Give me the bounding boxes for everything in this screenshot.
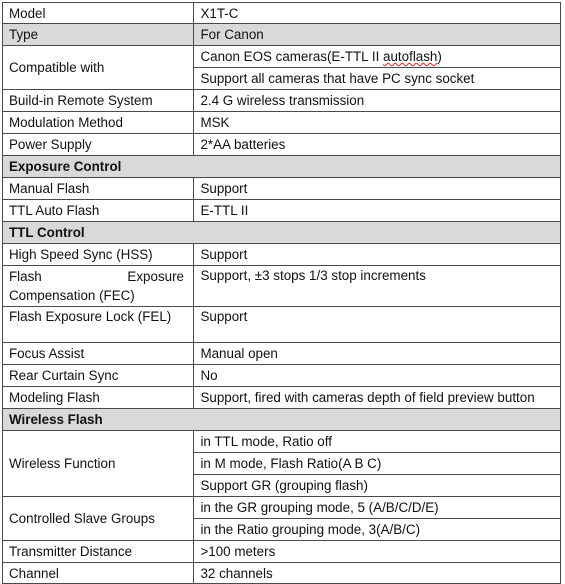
modeling-label: Modeling Flash bbox=[3, 387, 194, 409]
table-row-modeling bbox=[3, 387, 561, 409]
table-row-distance bbox=[3, 541, 561, 563]
compatible-value-1 bbox=[194, 46, 561, 68]
manual-flash-label: Manual Flash bbox=[3, 178, 194, 200]
type-label: Type bbox=[3, 24, 194, 46]
manual-flash-value: Support bbox=[194, 178, 561, 200]
channel-label: Channel bbox=[3, 563, 194, 584]
wireless-function-value-2: in M mode, Flash Ratio(A B C) bbox=[194, 453, 561, 475]
table-row-type bbox=[3, 24, 561, 46]
remote-value: 2.4 G wireless transmission bbox=[194, 90, 561, 112]
table-row-slave-1 bbox=[3, 497, 561, 519]
table-row-remote bbox=[3, 90, 561, 112]
hss-label: High Speed Sync (HSS) bbox=[3, 244, 194, 266]
focus-value: Manual open bbox=[194, 343, 561, 365]
fec-label-word-1: Flash bbox=[9, 269, 42, 284]
fec-value: Support, ±3 stops 1/3 stop increments bbox=[194, 266, 561, 307]
table-row-rear bbox=[3, 365, 561, 387]
distance-label: Transmitter Distance bbox=[3, 541, 194, 563]
rear-label: Rear Curtain Sync bbox=[3, 365, 194, 387]
section-title-exposure-control: Exposure Control bbox=[3, 156, 561, 178]
table-row-modulation bbox=[3, 112, 561, 134]
table-row-hss bbox=[3, 244, 561, 266]
table-row-fec bbox=[3, 266, 561, 307]
modulation-value: MSK bbox=[194, 112, 561, 134]
wireless-function-value-1: in TTL mode, Ratio off bbox=[194, 431, 561, 453]
wireless-function-label: Wireless Function bbox=[3, 431, 194, 497]
power-value: 2*AA batteries bbox=[194, 134, 561, 156]
compatible-value-1-autoflash: autoflash bbox=[383, 49, 438, 64]
section-ttl-control bbox=[3, 222, 561, 244]
distance-value: >100 meters bbox=[194, 541, 561, 563]
section-exposure-control bbox=[3, 156, 561, 178]
slave-groups-value-1: in the GR grouping mode, 5 (A/B/C/D/E) bbox=[194, 497, 561, 519]
hss-value: Support bbox=[194, 244, 561, 266]
remote-label: Build-in Remote System bbox=[3, 90, 194, 112]
table-row-manual-flash bbox=[3, 178, 561, 200]
model-label: Model bbox=[3, 3, 194, 24]
fel-label: Flash Exposure Lock (FEL) bbox=[3, 307, 194, 343]
model-value: X1T-C bbox=[194, 3, 561, 24]
slave-groups-value-2: in the Ratio grouping mode, 3(A/B/C) bbox=[194, 519, 561, 541]
table-row-channel bbox=[3, 563, 561, 584]
fec-label-line-1 bbox=[9, 267, 184, 286]
section-wireless-flash bbox=[3, 409, 561, 431]
fec-label-word-2: Exposure bbox=[127, 269, 184, 284]
rear-value: No bbox=[194, 365, 561, 387]
section-title-ttl-control: TTL Control bbox=[3, 222, 561, 244]
table-row-fel bbox=[3, 307, 561, 343]
fec-label-line-2: Compensation (FEC) bbox=[9, 288, 135, 303]
type-value: For Canon bbox=[194, 24, 561, 46]
table-row-model bbox=[3, 3, 561, 24]
table-row-wireless-1 bbox=[3, 431, 561, 453]
focus-label: Focus Assist bbox=[3, 343, 194, 365]
ttl-auto-label: TTL Auto Flash bbox=[3, 200, 194, 222]
table-row-compatible-1 bbox=[3, 46, 561, 68]
modulation-label: Modulation Method bbox=[3, 112, 194, 134]
modeling-value: Support, fired with cameras depth of field preview button bbox=[194, 387, 561, 409]
table-row-focus bbox=[3, 343, 561, 365]
spec-table bbox=[2, 2, 561, 584]
section-title-wireless-flash: Wireless Flash bbox=[3, 409, 561, 431]
table-row-ttl-auto bbox=[3, 200, 561, 222]
wireless-function-value-3: Support GR (grouping flash) bbox=[194, 475, 561, 497]
table-row-power bbox=[3, 134, 561, 156]
channel-value: 32 channels bbox=[194, 563, 561, 584]
fec-label bbox=[3, 266, 194, 307]
fel-value: Support bbox=[194, 307, 561, 343]
compatible-value-1-pre: Canon EOS cameras(E-TTL II bbox=[200, 49, 384, 64]
compatible-value-2: Support all cameras that have PC sync socket bbox=[194, 68, 561, 90]
compatible-label: Compatible with bbox=[3, 46, 194, 90]
slave-groups-label: Controlled Slave Groups bbox=[3, 497, 194, 541]
compatible-value-1-post: ) bbox=[437, 49, 442, 64]
power-label: Power Supply bbox=[3, 134, 194, 156]
ttl-auto-value: E-TTL II bbox=[194, 200, 561, 222]
